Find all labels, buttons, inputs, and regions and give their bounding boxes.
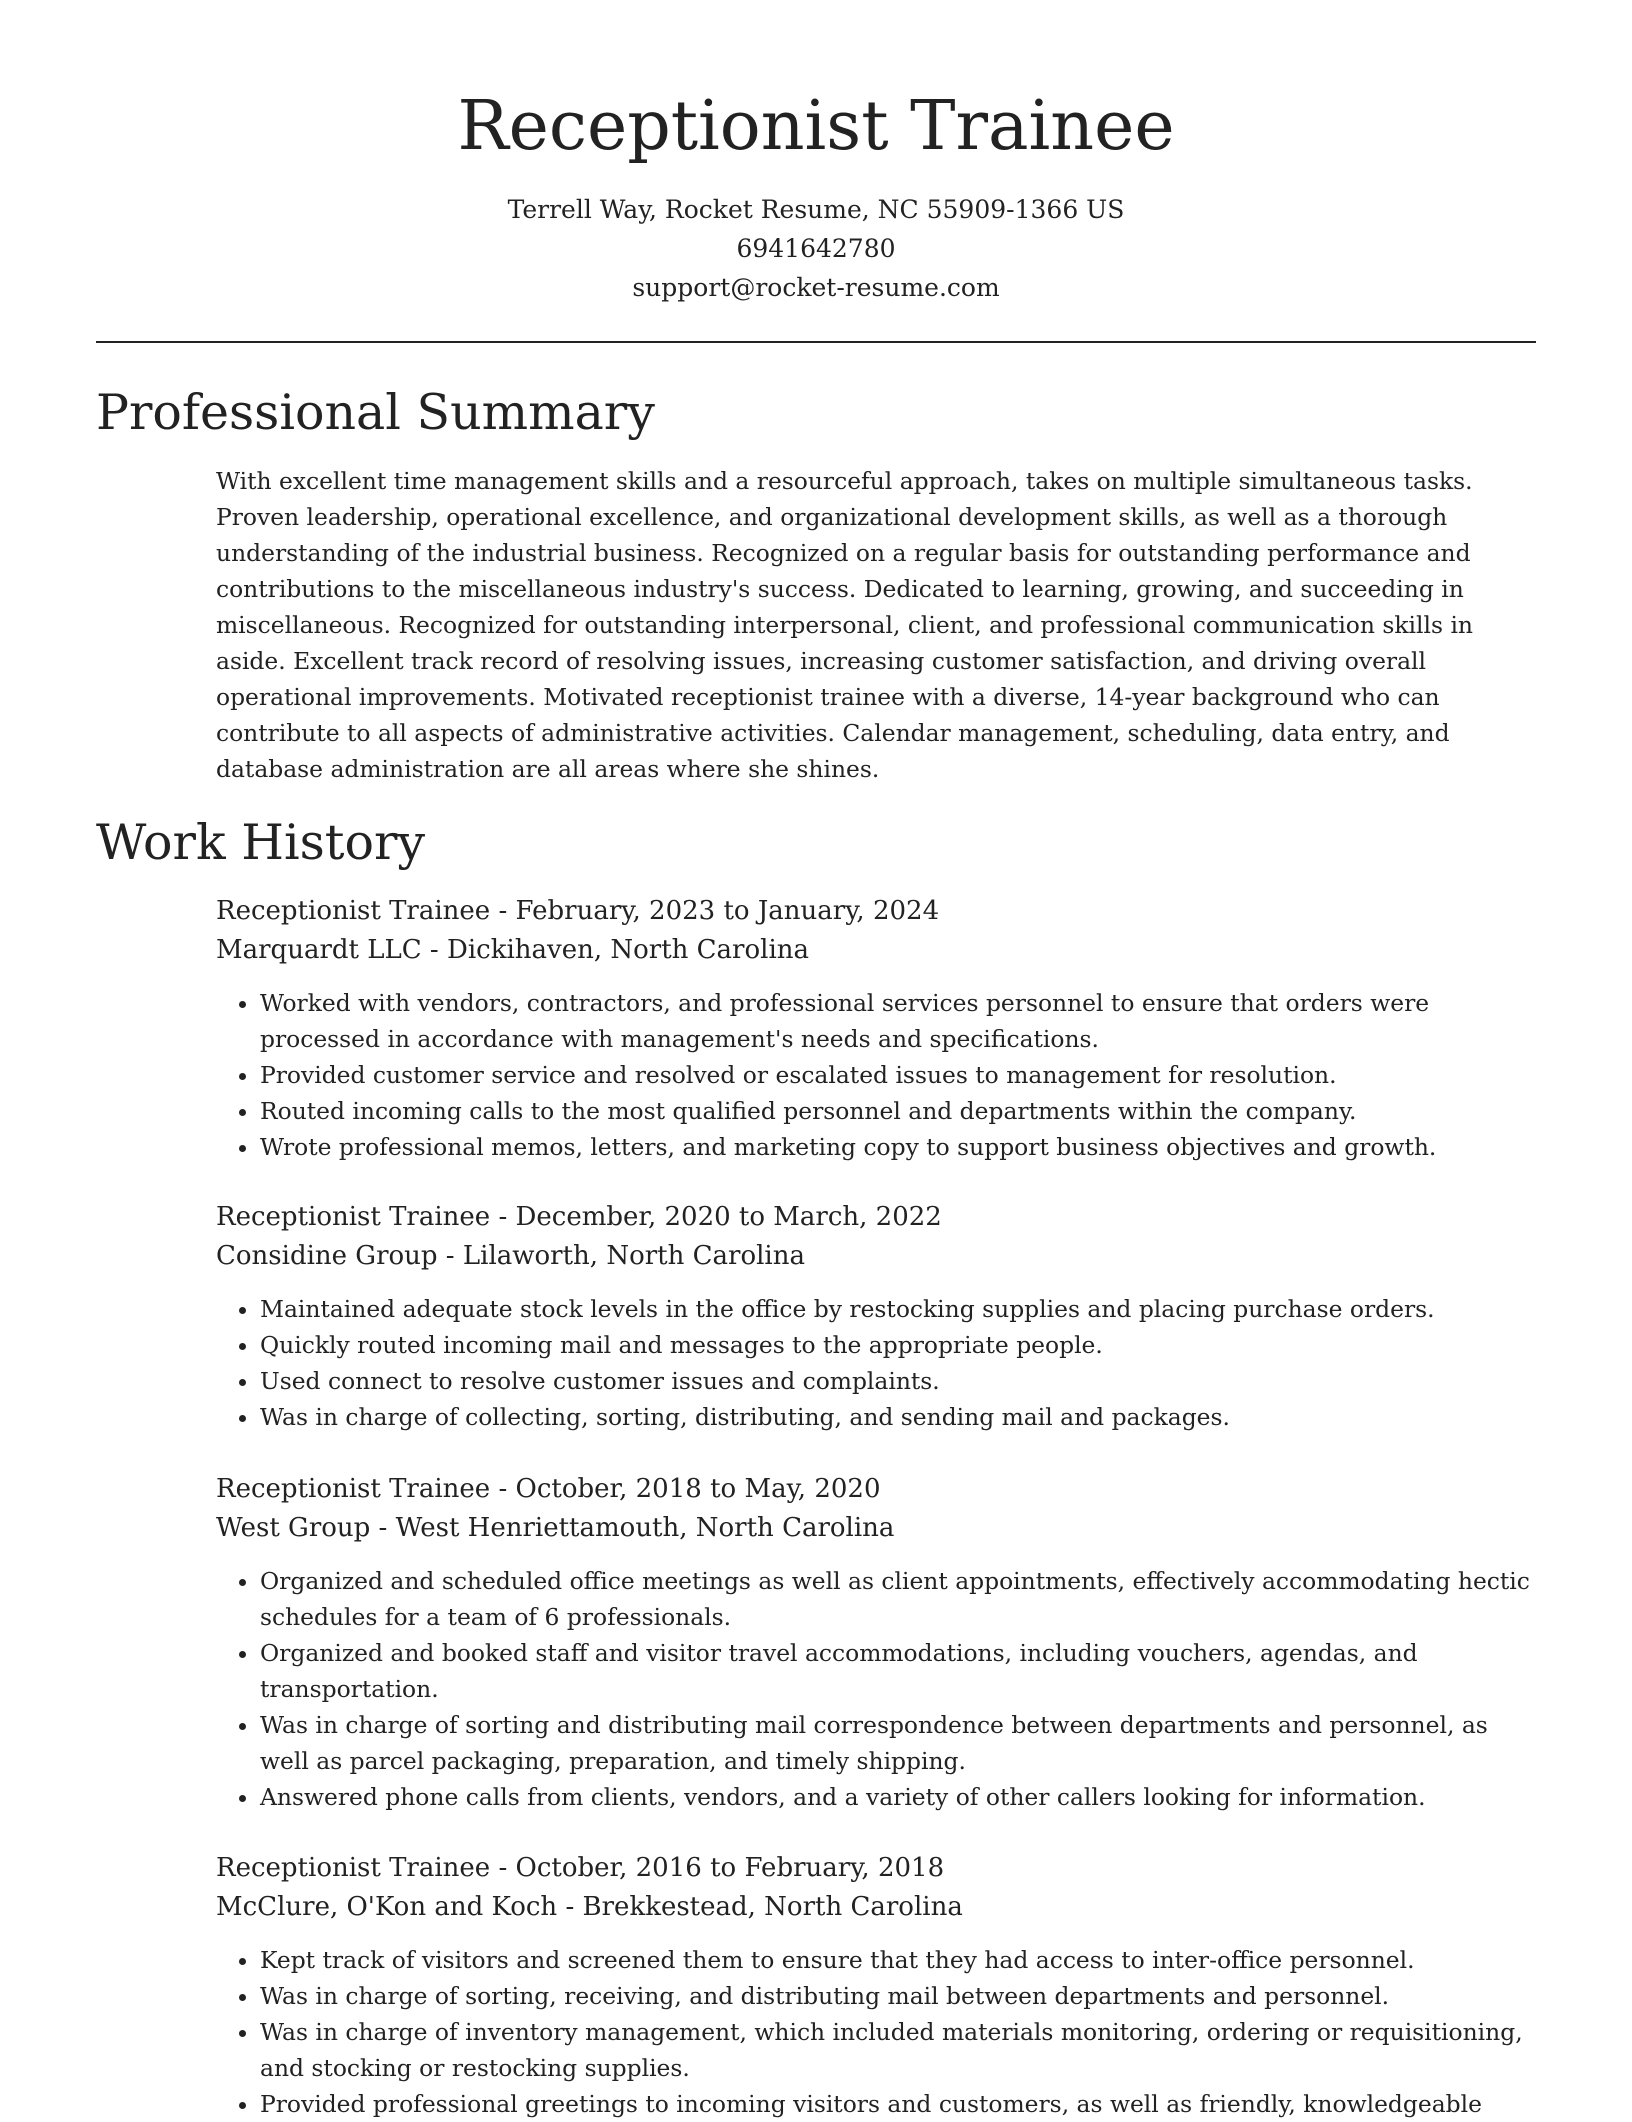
work-history-heading: Work History <box>96 814 426 871</box>
company-name: Considine Group <box>216 1241 438 1271</box>
job-location: West Henriettamouth, North Carolina <box>395 1513 895 1543</box>
job-company-line: Considine Group - Lilaworth, North Carolina <box>216 1241 805 1271</box>
bullet-item: • Used connect to resolve customer issues and complaints. <box>260 1363 1536 1399</box>
bullet-item: • Wrote professional memos, letters, and marketing copy to support business objectives and growth. <box>260 1129 1536 1165</box>
job-title-line: Receptionist Trainee - October, 2016 to February, 2018 <box>216 1853 945 1883</box>
bullet-item: • Maintained adequate stock levels in the office by restocking supplies and placing purchase orders. <box>260 1291 1536 1327</box>
job-title-line: Receptionist Trainee - December, 2020 to March, 2022 <box>216 1202 942 1232</box>
job-bullets <box>216 1563 1536 1815</box>
bullet-item: • Provided professional greetings to incoming visitors and customers, as well as friendly, knowledgeable <box>260 2086 1536 2122</box>
job-title: Receptionist Trainee <box>216 1202 491 1232</box>
resume-header <box>96 82 1536 307</box>
job-dates: December, 2020 to March, 2022 <box>515 1202 942 1232</box>
job-location: Brekkestead, North Carolina <box>582 1892 963 1922</box>
email: support@rocket-resume.com <box>632 273 1000 302</box>
bullet-item: • Organized and scheduled office meetings as well as client appointments, effectively accommodating hectic schedules for a team of 6 professionals. <box>260 1563 1536 1635</box>
bullet-item: • Provided customer service and resolved or escalated issues to management for resolution. <box>260 1057 1536 1093</box>
job-location: Dickihaven, North Carolina <box>446 935 810 965</box>
job-title: Receptionist Trainee <box>216 896 491 926</box>
job-bullets <box>216 1291 1536 1435</box>
bullet-item: • Was in charge of sorting, receiving, and distributing mail between departments and personnel. <box>260 1978 1536 2014</box>
bullet-item: • Answered phone calls from clients, vendors, and a variety of other callers looking for information. <box>260 1779 1536 1815</box>
bullet-item: • Kept track of visitors and screened them to ensure that they had access to inter-office personnel. <box>260 1942 1536 1978</box>
job-entry <box>216 1198 1536 1435</box>
contact-block <box>96 190 1536 307</box>
job-title-line: Receptionist Trainee - October, 2018 to May, 2020 <box>216 1474 881 1504</box>
bullet-item: • Worked with vendors, contractors, and professional services personnel to ensure that orders were processed in accordance with management's needs and specifications. <box>260 985 1536 1057</box>
job-title: Receptionist Trainee <box>216 1474 491 1504</box>
job-title-line: Receptionist Trainee - February, 2023 to January, 2024 <box>216 896 940 926</box>
summary-heading: Professional Summary <box>96 384 655 441</box>
job-dates: October, 2016 to February, 2018 <box>515 1853 945 1883</box>
job-company-line: West Group - West Henriettamouth, North Carolina <box>216 1513 895 1543</box>
candidate-name: Receptionist Trainee <box>457 87 1175 166</box>
job-bullets <box>216 1942 1536 2122</box>
job-entry <box>216 892 1536 1165</box>
header-divider <box>96 341 1536 343</box>
company-name: West Group <box>216 1513 371 1543</box>
phone: 6941642780 <box>736 234 896 263</box>
bullet-item: • Routed incoming calls to the most qualified personnel and departments within the company. <box>260 1093 1536 1129</box>
summary-text: With excellent time management skills and a resourceful approach, takes on multiple simultaneous tasks. Proven leadership, operational excellence, and organizational development skills, as well as a thorough understanding of the industrial business. Recognized on a regular basis for outstanding performance and contributions to the miscellaneous industry's success. Dedicated to learning, growing, and succeeding in miscellaneous. Recognized for outstanding interpersonal, client, and professional communication skills in aside. Excellent track record of resolving issues, increasing customer satisfaction, and driving overall operational improvements. Motivated receptionist trainee with a diverse, 14-year background who can contribute to all aspects of administrative activities. Calendar management, scheduling, data entry, and database administration are all areas where she shines. <box>216 467 1473 783</box>
job-entry <box>216 1470 1536 1815</box>
bullet-item: • Was in charge of collecting, sorting, distributing, and sending mail and packages. <box>260 1399 1536 1435</box>
bullet-item: • Organized and booked staff and visitor travel accommodations, including vouchers, agendas, and transportation. <box>260 1635 1536 1707</box>
job-company-line: McClure, O'Kon and Koch - Brekkestead, North Carolina <box>216 1892 963 1922</box>
company-name: McClure, O'Kon and Koch <box>216 1892 558 1922</box>
bullet-item: • Was in charge of inventory management, which included materials monitoring, ordering or requisitioning, and stocking or restocking supplies. <box>260 2014 1536 2086</box>
address: Terrell Way, Rocket Resume, NC 55909-1366 US <box>507 195 1125 224</box>
company-name: Marquardt LLC <box>216 935 422 965</box>
job-title: Receptionist Trainee <box>216 1853 491 1883</box>
job-dates: February, 2023 to January, 2024 <box>515 896 940 926</box>
job-location: Lilaworth, North Carolina <box>462 1241 805 1271</box>
job-entry <box>216 1849 1536 2122</box>
bullet-item: • Quickly routed incoming mail and messages to the appropriate people. <box>260 1327 1536 1363</box>
job-bullets <box>216 985 1536 1165</box>
job-dates: October, 2018 to May, 2020 <box>515 1474 881 1504</box>
job-company-line: Marquardt LLC - Dickihaven, North Carolina <box>216 935 810 965</box>
bullet-item: • Was in charge of sorting and distributing mail correspondence between departments and personnel, as well as parcel packaging, preparation, and timely shipping. <box>260 1707 1536 1779</box>
